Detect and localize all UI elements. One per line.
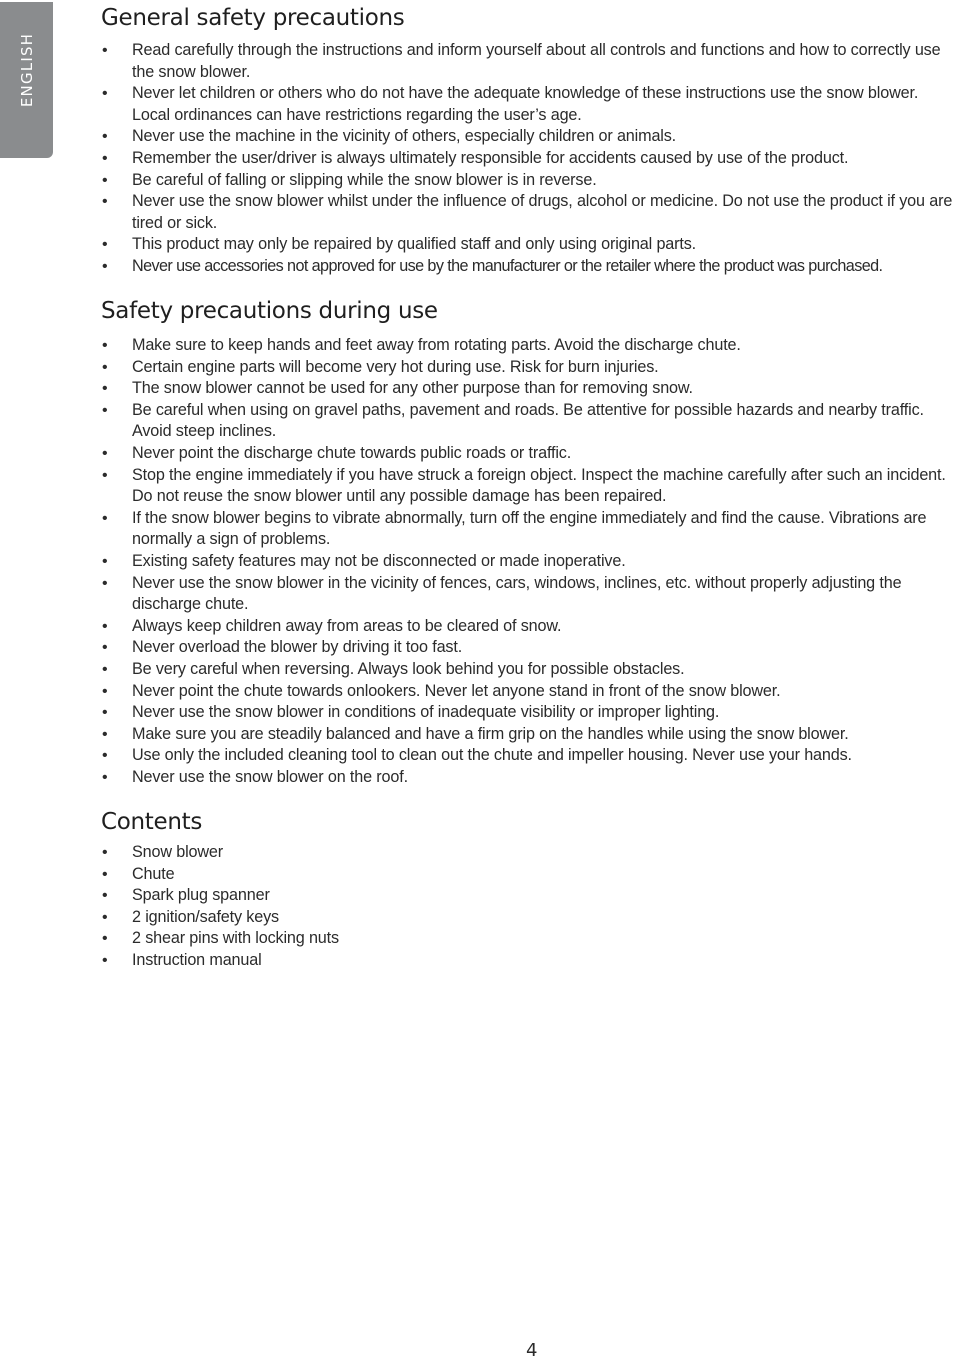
list-item: • Never use the snow blower in the vicinity of fences, cars, windows, inclines, etc. without properly adjusting the discharge chute.: [101, 573, 960, 616]
list-item: • Never use accessories not approved for use by the manufacturer or the retailer where the product was purchased.: [101, 256, 960, 278]
list-item: • Instruction manual: [101, 950, 960, 972]
list-item: • Never use the snow blower whilst under the influence of drugs, alcohol or medicine. Do not use the product if you are tired or sick.: [101, 191, 960, 234]
list-item: • 2 ignition/safety keys: [101, 907, 960, 929]
list-item: • Never point the discharge chute towards public roads or traffic.: [101, 443, 960, 465]
list-item: • Never overload the blower by driving it too fast.: [101, 637, 960, 659]
list-item: • Be careful when using on gravel paths, pavement and roads. Be attentive for possible hazards and nearby traffic. Avoid steep inclines.: [101, 400, 960, 443]
list-item: • Make sure to keep hands and feet away from rotating parts. Avoid the discharge chute.: [101, 335, 960, 357]
list-item: • Never use the machine in the vicinity of others, especially children or animals.: [101, 126, 960, 148]
contents-list: [101, 842, 960, 972]
language-tab: [0, 2, 53, 158]
list-item: • Never use the snow blower in conditions of inadequate visibility or improper lighting.: [101, 702, 960, 724]
during-use-list: [101, 335, 960, 788]
list-item: • Be very careful when reversing. Always look behind you for possible obstacles.: [101, 659, 960, 681]
list-item: • Spark plug spanner: [101, 885, 960, 907]
list-item: • Remember the user/driver is always ultimately responsible for accidents caused by use of the product.: [101, 148, 960, 170]
list-item: • Use only the included cleaning tool to clean out the chute and impeller housing. Never use your hands.: [101, 745, 960, 767]
list-item: • Never let children or others who do not have the adequate knowledge of these instructions use the snow blower. Local ordinances can have restrictions regarding the user’s age.: [101, 83, 960, 126]
list-item: • Never use the snow blower on the roof.: [101, 767, 960, 789]
list-item: • Snow blower: [101, 842, 960, 864]
list-item: • Stop the engine immediately if you have struck a foreign object. Inspect the machine carefully after such an incident. Do not reuse the snow blower until any possible damage has been repaired.: [101, 465, 960, 508]
section-title-during-use: Safety precautions during use: [101, 298, 438, 324]
general-safety-list: [101, 40, 960, 278]
list-item: • Make sure you are steadily balanced and have a firm grip on the handles while using the snow blower.: [101, 724, 960, 746]
section-title-contents: Contents: [101, 809, 203, 835]
page-number: 4: [526, 1340, 538, 1361]
list-item: • Chute: [101, 864, 960, 886]
list-item: • Certain engine parts will become very hot during use. Risk for burn injuries.: [101, 357, 960, 379]
list-item: • The snow blower cannot be used for any other purpose than for removing snow.: [101, 378, 960, 400]
section-title-general-safety: General safety precautions: [101, 5, 405, 31]
list-item: • If the snow blower begins to vibrate abnormally, turn off the engine immediately and find the cause. Vibrations are normally a sign of problems.: [101, 508, 960, 551]
list-item: • This product may only be repaired by qualified staff and only using original parts.: [101, 234, 960, 256]
list-item: • 2 shear pins with locking nuts: [101, 928, 960, 950]
list-item: • Never point the chute towards onlookers. Never let anyone stand in front of the snow blower.: [101, 681, 960, 703]
list-item: • Always keep children away from areas to be cleared of snow.: [101, 616, 960, 638]
list-item: • Be careful of falling or slipping while the snow blower is in reverse.: [101, 170, 960, 192]
list-item: • Read carefully through the instructions and inform yourself about all controls and functions and how to correctly use the snow blower.: [101, 40, 960, 83]
list-item: • Existing safety features may not be disconnected or made inoperative.: [101, 551, 960, 573]
language-tab-label: ENGLISH: [17, 32, 36, 108]
